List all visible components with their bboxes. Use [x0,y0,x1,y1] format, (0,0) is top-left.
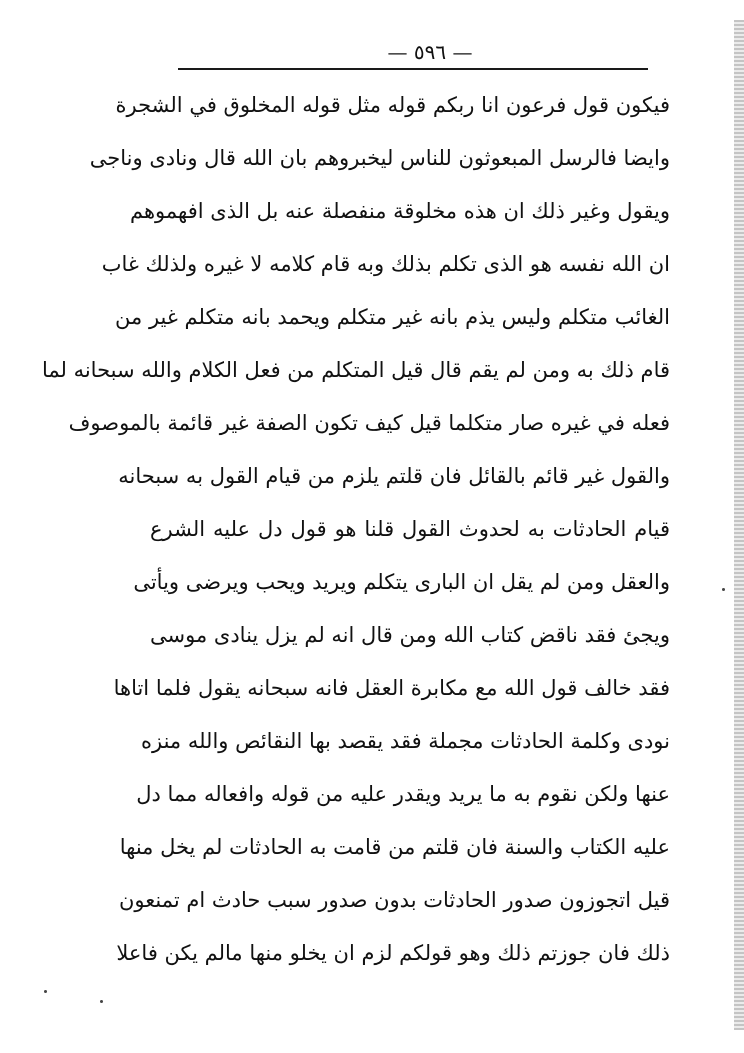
text-line: قام ذلك به ومن لم يقم قال قيل المتكلم من فعل الكلام والله سبحانه لما [41,358,670,382]
text-line: فعله في غيره صار متكلما قيل كيف تكون الصفة غير قائمة بالموصوف [68,411,670,435]
scan-speck [100,1000,103,1003]
text-line: والعقل ومن لم يقل ان البارى يتكلم ويريد ويحب ويرضى ويأتى [133,570,670,594]
text-line: وايضا فالرسل المبعوثون للناس ليخبروهم بان الله قال ونادى وناجى [89,146,670,170]
text-line: الغائب متكلم وليس يذم بانه غير متكلم ويحمد بانه متكلم غير من [115,305,670,329]
text-line: قيام الحادثات به لحدوث القول قلنا هو قول دل عليه الشرع [150,517,670,541]
text-line: عليه الكتاب والسنة فان قلتم من قامت به الحادثات لم يخل منها [119,835,670,859]
scan-speck [44,990,47,993]
text-line: عنها ولكن نقوم به ما يريد ويقدر عليه من قوله وافعاله مما دل [136,782,670,806]
page-number: — ٥٩٦ — [387,40,473,64]
text-line: فيكون قول فرعون انا ربكم قوله مثل قوله المخلوق في الشجرة [115,93,670,117]
scan-speck [722,588,725,591]
text-line: والقول غير قائم بالقائل فان قلتم يلزم من قيام القول به سبحانه [118,464,670,488]
text-line: ويقول وغير ذلك ان هذه مخلوقة منفصلة عنه بل الذى افهموهم [129,199,670,223]
text-line: ويجئ فقد ناقض كتاب الله ومن قال انه لم يزل ينادى موسى [150,623,670,647]
text-line: ذلك فان جوزتم ذلك وهو قولكم لزم ان يخلو منها مالم يكن فاعلا [116,941,670,965]
body-text [41,80,670,990]
header-rule [178,68,648,70]
text-line: قيل اتجوزون صدور الحادثات بدون صدور سبب حادث ام تمنعون [118,888,670,912]
text-line: ان الله نفسه هو الذى تكلم بذلك وبه قام كلامه لا غيره ولذلك غاب [101,252,670,276]
text-line: نودى وكلمة الحادثات مجملة فقد يقصد بها النقائص والله منزه [141,729,670,753]
scan-edge-shadow [734,20,744,1030]
text-line: فقد خالف قول الله مع مكابرة العقل فانه سبحانه يقول فلما اتاها [113,676,670,700]
